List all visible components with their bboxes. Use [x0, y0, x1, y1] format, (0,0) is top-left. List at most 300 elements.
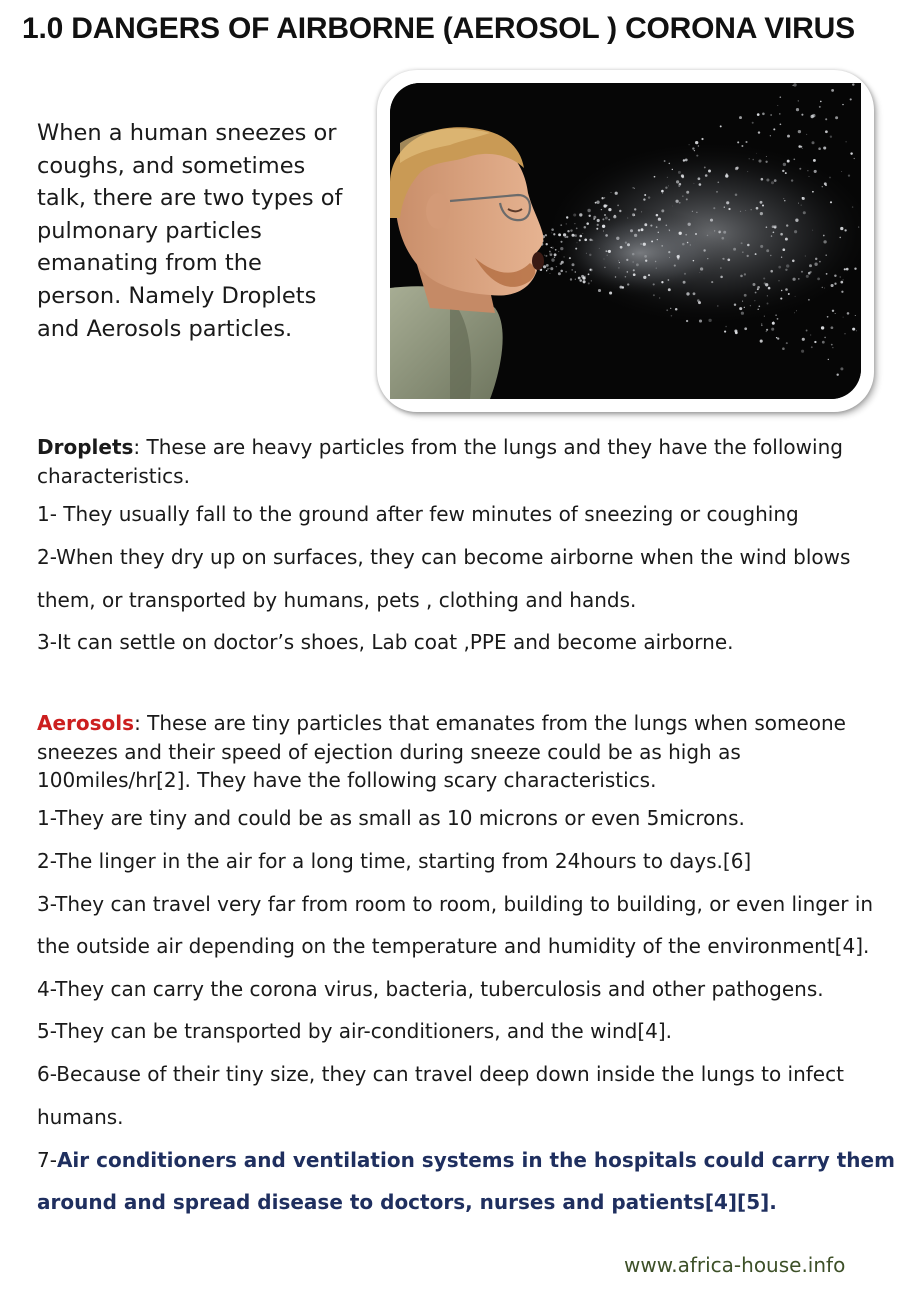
- spray-particle: [546, 264, 549, 267]
- spray-particle: [609, 291, 612, 294]
- spray-particle: [625, 242, 627, 244]
- spray-particle: [668, 279, 670, 281]
- spray-particle: [573, 213, 576, 216]
- spray-particle: [593, 218, 595, 220]
- spray-particle: [810, 334, 811, 335]
- spray-particle: [739, 307, 742, 310]
- spray-particle: [576, 228, 578, 230]
- spray-particle: [826, 273, 828, 275]
- spray-particle: [832, 347, 833, 348]
- spray-particle: [632, 213, 635, 216]
- spray-particle: [717, 181, 719, 183]
- spray-particle: [560, 241, 562, 243]
- spray-particle: [633, 273, 636, 276]
- spray-particle: [588, 282, 590, 284]
- spray-particle: [850, 152, 852, 154]
- spray-particle: [767, 303, 769, 305]
- spray-particle: [632, 253, 635, 256]
- spray-particle: [669, 257, 670, 258]
- aerosols-description-line: sneezes and their speed of ejection during sneeze could be as high as: [37, 739, 741, 764]
- spray-particle: [707, 235, 709, 237]
- spray-particle: [579, 239, 581, 241]
- spray-particle: [682, 196, 683, 197]
- aerosols-point: 3-They can travel very far from room to room, building to building, or even linger in: [37, 892, 874, 916]
- spray-particle: [793, 278, 796, 281]
- spray-particle: [579, 279, 582, 282]
- spray-particle: [684, 273, 686, 275]
- spray-particle: [747, 171, 748, 172]
- spray-particle: [858, 227, 859, 228]
- spray-particle: [808, 272, 811, 275]
- spray-particle: [824, 337, 826, 339]
- spray-particle: [716, 191, 717, 192]
- spray-particle: [785, 288, 788, 291]
- spray-particle: [835, 116, 838, 119]
- page-title: 1.0 DANGERS OF AIRBORNE (AEROSOL ) CORONA VIRUS: [22, 12, 855, 45]
- spray-particle: [622, 286, 624, 288]
- spray-particle: [574, 234, 577, 237]
- droplets-definition: [37, 433, 877, 490]
- spray-particle: [685, 234, 687, 236]
- spray-particle: [698, 177, 701, 180]
- spray-particle: [695, 141, 698, 144]
- spray-particle: [806, 275, 809, 278]
- spray-particle: [819, 261, 821, 263]
- spray-particle: [604, 214, 606, 216]
- spray-particle: [692, 147, 694, 149]
- spray-particle: [582, 233, 583, 234]
- spray-particle: [549, 273, 550, 274]
- spray-particle: [773, 128, 775, 130]
- spray-particle: [829, 177, 831, 179]
- spray-particle: [741, 312, 744, 315]
- spray-particle: [766, 329, 768, 331]
- spray-particle: [855, 315, 856, 316]
- spray-particle: [742, 252, 743, 253]
- spray-particle: [676, 180, 679, 183]
- spray-particle: [575, 248, 577, 250]
- spray-particle: [668, 251, 670, 253]
- spray-particle: [693, 292, 696, 295]
- spray-particle: [760, 212, 763, 215]
- spray-particle: [616, 237, 619, 240]
- spray-particle: [604, 197, 605, 198]
- spray-particle: [815, 258, 817, 260]
- spray-particle: [795, 219, 798, 222]
- spray-particle: [834, 275, 836, 277]
- spray-particle: [701, 138, 703, 140]
- spray-particle: [656, 268, 657, 269]
- spray-particle: [611, 192, 612, 193]
- spray-particle: [806, 330, 808, 332]
- aerosols-definition-line: [37, 709, 877, 738]
- spray-particle: [777, 105, 778, 106]
- spray-particle: [814, 341, 816, 343]
- spray-particle: [669, 230, 670, 231]
- spray-particle: [686, 292, 689, 295]
- aerosols-point: 2-The linger in the air for a long time, starting from 24hours to days.[6]: [37, 849, 752, 873]
- spray-particle: [619, 262, 620, 263]
- spray-particle: [662, 193, 663, 194]
- droplets-point: 1- They usually fall to the ground after few minutes of sneezing or coughing: [37, 502, 799, 526]
- spray-particle: [744, 307, 745, 308]
- spray-particle: [760, 340, 763, 343]
- spray-particle: [736, 167, 739, 170]
- spray-particle: [843, 317, 844, 318]
- spray-particle: [783, 163, 786, 166]
- spray-particle: [854, 158, 855, 159]
- spray-particle: [798, 130, 801, 133]
- spray-particle: [786, 342, 788, 344]
- spray-particle: [770, 255, 771, 256]
- spray-particle: [563, 256, 565, 258]
- droplets-term: Droplets: [37, 435, 134, 459]
- spray-particle: [648, 196, 650, 198]
- spray-particle: [806, 134, 807, 135]
- spray-particle: [856, 330, 857, 331]
- spray-particle: [798, 145, 800, 147]
- spray-particle: [686, 320, 688, 322]
- spray-particle: [808, 176, 809, 177]
- spray-particle: [724, 207, 725, 208]
- spray-particle: [846, 268, 849, 271]
- spray-particle: [771, 235, 772, 236]
- spray-particle: [566, 236, 568, 238]
- spray-particle: [661, 245, 663, 247]
- spray-particle: [546, 270, 547, 271]
- spray-particle: [745, 210, 746, 211]
- spray-particle: [781, 257, 782, 258]
- spray-particle: [692, 211, 693, 212]
- spray-particle: [591, 239, 593, 241]
- spray-particle: [725, 326, 727, 328]
- spray-particle: [749, 158, 750, 159]
- spray-particle: [686, 198, 688, 200]
- spray-particle: [840, 227, 843, 230]
- spray-particle: [801, 204, 802, 205]
- spray-particle: [831, 284, 834, 287]
- spray-particle: [811, 346, 813, 348]
- spray-particle: [697, 299, 700, 302]
- spray-particle: [781, 290, 782, 291]
- spray-particle: [840, 281, 843, 284]
- spray-particle: [763, 277, 765, 279]
- spray-particle: [779, 113, 781, 115]
- spray-particle: [710, 219, 713, 222]
- spray-particle: [735, 194, 738, 197]
- spray-particle: [835, 313, 836, 314]
- spray-particle: [696, 155, 698, 157]
- spray-particle: [802, 338, 805, 341]
- spray-particle: [667, 177, 668, 178]
- spray-particle: [558, 233, 561, 236]
- point-number: 7-: [37, 1148, 57, 1172]
- spray-particle: [852, 83, 854, 85]
- spray-particle: [753, 283, 756, 286]
- spray-particle: [741, 145, 743, 147]
- aerosols-description-line: : These are tiny particles that emanates from the lungs when someone: [134, 711, 846, 735]
- spray-particle: [551, 247, 553, 249]
- spray-particle: [643, 243, 646, 246]
- sneeze-photo: [390, 83, 861, 399]
- spray-particle: [722, 258, 723, 259]
- spray-particle: [778, 280, 779, 281]
- aerosols-point: 5-They can be transported by air-conditioners, and the wind[4].: [37, 1019, 673, 1043]
- spray-particle: [758, 305, 760, 307]
- spray-particle: [756, 207, 759, 210]
- spray-particle: [777, 337, 779, 339]
- spray-particle: [841, 291, 843, 293]
- spray-particle: [669, 163, 671, 165]
- spray-particle: [699, 183, 702, 186]
- spray-particle: [744, 327, 747, 330]
- aerosols-point: 4-They can carry the corona virus, bacteria, tuberculosis and other pathogens.: [37, 977, 824, 1001]
- spray-particle: [679, 202, 681, 204]
- spray-particle: [757, 113, 760, 116]
- spray-particle: [603, 258, 604, 259]
- spray-particle: [563, 233, 566, 236]
- spray-particle: [638, 229, 640, 231]
- spray-particle: [596, 201, 599, 204]
- spray-particle: [854, 268, 856, 270]
- spray-particle: [823, 235, 825, 237]
- spray-particle: [577, 242, 578, 243]
- spray-particle: [799, 168, 801, 170]
- spray-particle: [589, 215, 591, 217]
- spray-particle: [588, 273, 590, 275]
- spray-particle: [734, 329, 737, 332]
- spray-particle: [739, 116, 742, 119]
- spray-particle: [575, 271, 576, 272]
- spray-particle: [827, 316, 829, 318]
- spray-particle: [569, 257, 571, 259]
- spray-particle: [798, 203, 799, 204]
- spray-particle: [608, 250, 611, 253]
- spray-particle: [859, 380, 860, 381]
- spray-particle: [786, 264, 789, 267]
- spray-particle: [677, 255, 680, 258]
- spray-particle: [699, 319, 702, 322]
- spray-particle: [590, 268, 593, 271]
- spray-particle: [831, 326, 834, 329]
- spray-particle: [761, 178, 764, 181]
- spray-particle: [830, 136, 832, 138]
- spray-particle: [803, 211, 806, 214]
- spray-particle: [788, 293, 790, 295]
- spray-particle: [578, 277, 581, 280]
- sneeze-photo-frame: [377, 70, 874, 412]
- spray-particle: [688, 223, 691, 226]
- spray-particle: [780, 96, 782, 98]
- spray-particle: [773, 225, 776, 228]
- spray-particle: [840, 367, 843, 370]
- spray-particle: [685, 158, 688, 161]
- spray-particle: [651, 240, 653, 242]
- spray-particle: [767, 295, 768, 296]
- spray-particle: [831, 89, 834, 92]
- spray-particle: [648, 274, 650, 276]
- spray-particle: [627, 271, 629, 273]
- spray-particle: [556, 266, 557, 267]
- spray-particle: [770, 114, 771, 115]
- spray-particle: [770, 270, 773, 273]
- spray-particle: [801, 114, 803, 116]
- intro-line: pulmonary particles: [37, 217, 262, 244]
- spray-particle: [852, 328, 853, 329]
- spray-particle: [844, 229, 846, 231]
- spray-particle: [805, 255, 806, 256]
- spray-particle: [643, 198, 645, 200]
- droplets-point: 3-It can settle on doctor’s shoes, Lab coat ,PPE and become airborne.: [37, 630, 734, 654]
- spray-particle: [795, 296, 796, 297]
- spray-particle: [683, 281, 686, 284]
- spray-particle: [656, 226, 658, 228]
- spray-particle: [570, 229, 572, 231]
- spray-particle: [801, 271, 803, 273]
- spray-particle: [549, 251, 551, 253]
- intro-paragraph: [37, 117, 377, 345]
- spray-particle: [822, 287, 823, 288]
- spray-particle: [656, 214, 659, 217]
- spray-particle: [821, 326, 824, 329]
- spray-particle: [601, 197, 603, 199]
- spray-particle: [727, 258, 730, 261]
- spray-particle: [728, 208, 730, 210]
- spray-particle: [758, 131, 760, 133]
- spray-particle: [755, 300, 756, 301]
- spray-particle: [813, 159, 816, 162]
- spray-particle: [550, 254, 552, 256]
- spray-particle: [608, 219, 610, 221]
- spray-particle: [675, 200, 678, 203]
- intro-line: talk, there are two types of: [37, 185, 343, 212]
- spray-particle: [740, 211, 741, 212]
- spray-particle: [824, 288, 825, 289]
- spray-particle: [778, 266, 781, 269]
- spray-particle: [560, 247, 563, 250]
- spray-particle: [666, 225, 668, 227]
- spray-particle: [634, 188, 635, 189]
- spray-particle: [785, 269, 787, 271]
- spray-particle: [653, 294, 655, 296]
- spray-particle: [543, 265, 546, 268]
- spray-particle: [586, 222, 589, 225]
- spray-particle: [726, 201, 729, 204]
- spray-particle: [825, 130, 828, 133]
- spray-particle: [565, 271, 567, 273]
- spray-particle: [720, 276, 723, 279]
- spray-particle: [839, 237, 841, 239]
- spray-particle: [602, 218, 604, 220]
- spray-particle: [641, 211, 642, 212]
- spray-particle: [597, 219, 600, 222]
- spray-particle: [744, 273, 746, 275]
- spray-particle: [553, 233, 555, 235]
- spray-particle: [627, 243, 630, 246]
- spray-particle: [653, 283, 655, 285]
- intro-line: coughs, and sometimes: [37, 152, 306, 179]
- droplets-point: them, or transported by humans, pets , clothing and hands.: [37, 588, 637, 612]
- spray-particle: [572, 263, 575, 266]
- spray-particle: [782, 170, 784, 172]
- spray-particle: [842, 104, 843, 105]
- man-sneezing-illustration: [390, 83, 861, 399]
- spray-particle: [570, 278, 572, 280]
- aerosols-definition: [37, 709, 877, 795]
- spray-particle: [818, 147, 821, 150]
- spray-particle: [825, 184, 827, 186]
- spray-particle: [644, 223, 647, 226]
- spray-particle: [583, 280, 586, 283]
- spray-particle: [717, 305, 718, 306]
- spray-particle: [741, 242, 743, 244]
- spray-particle: [841, 171, 842, 172]
- spray-particle: [845, 141, 846, 142]
- spray-particle: [675, 308, 678, 311]
- spray-particle: [766, 249, 769, 252]
- spray-particle: [554, 257, 555, 258]
- spray-particle: [694, 150, 695, 151]
- spray-particle: [699, 272, 700, 273]
- spray-particle: [681, 174, 684, 177]
- spray-particle: [772, 322, 775, 325]
- spray-particle: [814, 170, 817, 173]
- spray-particle: [764, 316, 765, 317]
- spray-particle: [747, 244, 750, 247]
- spray-particle: [762, 205, 764, 207]
- spray-particle: [711, 281, 713, 283]
- spray-particle: [595, 202, 597, 204]
- spray-particle: [825, 118, 827, 120]
- spray-particle: [798, 100, 799, 101]
- spray-particle: [561, 261, 564, 264]
- spray-particle: [672, 169, 673, 170]
- intro-line: person. Namely Droplets: [37, 282, 317, 309]
- spray-particle: [597, 224, 599, 226]
- aerosols-point: 1-They are tiny and could be as small as 10 microns or even 5microns.: [37, 806, 745, 830]
- spray-particle: [776, 337, 777, 338]
- spray-particle: [604, 267, 606, 269]
- spray-particle: [644, 255, 647, 258]
- spray-particle: [703, 249, 705, 251]
- spray-particle: [615, 276, 616, 277]
- spray-particle: [654, 176, 656, 178]
- spray-particle: [777, 318, 779, 320]
- spray-particle: [765, 161, 767, 163]
- spray-particle: [551, 258, 554, 261]
- spray-particle: [687, 242, 689, 244]
- spray-particle: [668, 185, 669, 186]
- spray-particle: [808, 299, 810, 301]
- spray-particle: [792, 260, 795, 263]
- spray-particle: [796, 108, 799, 111]
- spray-particle: [615, 192, 618, 195]
- spray-particle: [566, 223, 567, 224]
- spray-particle: [641, 228, 644, 231]
- spray-particle: [626, 259, 628, 261]
- spray-particle: [758, 159, 761, 162]
- spray-particle: [658, 218, 661, 221]
- spray-particle: [752, 159, 754, 161]
- spray-particle: [705, 174, 708, 177]
- spray-particle: [823, 146, 826, 149]
- droplets-point: 2-When they dry up on surfaces, they can become airborne when the wind blows: [37, 545, 851, 569]
- spray-particle: [713, 207, 715, 209]
- spray-particle: [607, 255, 608, 256]
- spray-particle: [852, 206, 853, 207]
- spray-particle: [787, 135, 790, 138]
- spray-particle: [742, 301, 743, 302]
